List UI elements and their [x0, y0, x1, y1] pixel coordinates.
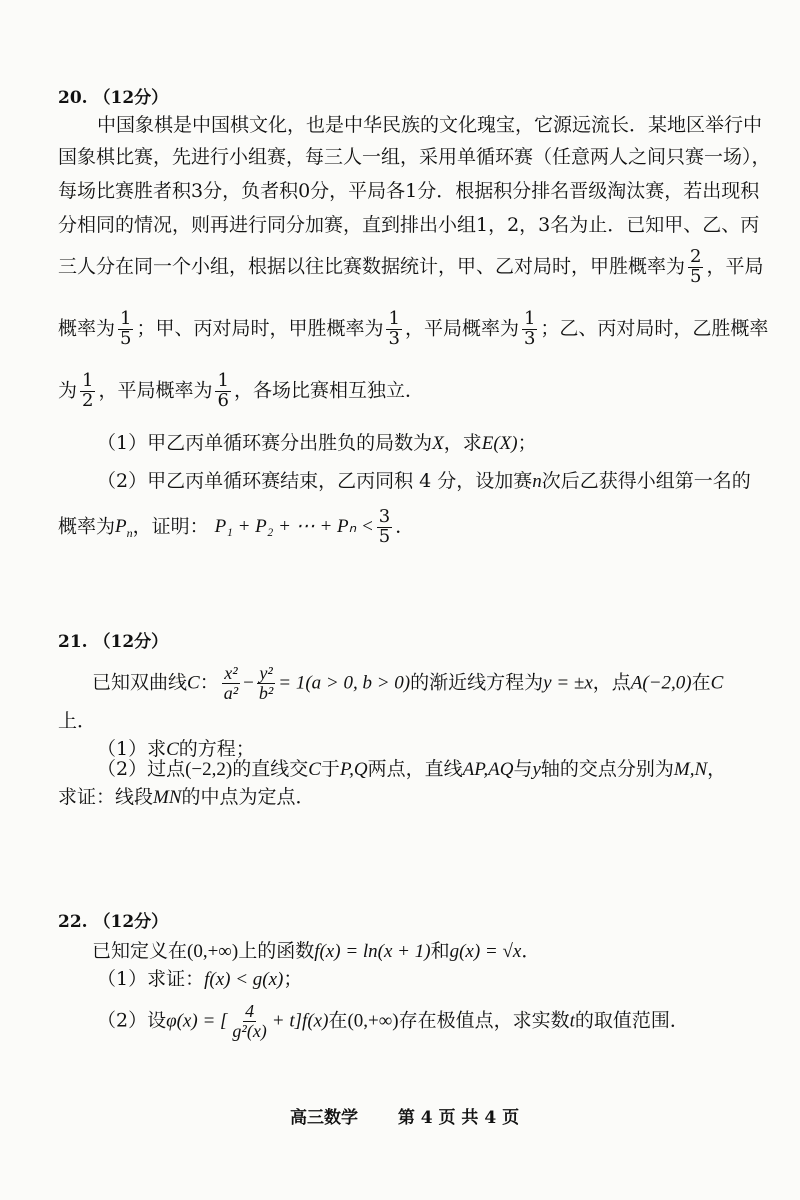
q22-line1: 已知定义在(0,+∞)上的函数f(x) = ln(x + 1)和g(x) = √x． [92, 940, 541, 962]
q21-line2: 上． [58, 710, 97, 732]
q20-line5-end: ，平局 [706, 255, 764, 278]
q21-number: 21. [58, 632, 88, 652]
q22-points: （12分） [93, 912, 169, 932]
fraction-1-5: $\frac{1}{5}$ [120, 308, 132, 349]
footer-page-number: 第 4 页 共 4 页 [397, 1108, 520, 1128]
page-footer [290, 1108, 519, 1128]
fraction-y2-b2: $\frac{\text{y²}}{\text{b²}}$ [258, 663, 274, 703]
q20-line5-text: 三人分在同一个小组，根据以往比赛数据统计，甲、乙对局时，甲胜概率为 [58, 255, 686, 278]
q20-line1: 中国象棋是中国棋文化，也是中华民族的文化瑰宝，它源远流长．某地区举行中 [97, 114, 763, 136]
q21-line1: 已知双曲线C： $\frac{\text{x²}}{\text{a²}}$ − $\frac{\text{y²}}{\text{b²}}$ = 1(a > 0, b > 0)的渐近线方程为y = ±x，点A(−2,0)在C [92, 663, 724, 703]
fraction-1-3: $\frac{1}{3}$ [388, 308, 400, 349]
q20-subquestion-1: （1）甲乙丙单循环赛分出胜负的局数为X，求E(X)； [97, 432, 537, 454]
fraction-1-3-b: $\frac{1}{3}$ [523, 308, 536, 349]
q20-line2-real: 国象棋比赛，先进行小组赛，每三人一组，采用单循环赛（任意两人之间只赛一场）， [58, 146, 771, 168]
fraction-2-5: $\frac{2}{5}$ [690, 246, 702, 287]
q20-line5 [58, 248, 763, 287]
q20-line7: 为 $\frac{1}{2}$ ，平局概率为 $\frac{1}{6}$ ，各场比赛相互独立． [58, 370, 424, 411]
q20-line4: 分相同的情况，则再进行同分加赛，直到排出小组1，2，3名为止．已知甲、乙、丙 [58, 214, 760, 236]
fraction-4-g2: $\frac{4}{\text{g²(x)}}$ [232, 1001, 267, 1041]
fraction-x2-a2: $\frac{\text{x²}}{\text{a²}}$ [223, 663, 239, 703]
q21-header [58, 632, 168, 652]
q20-line6: 概率为 $\frac{1}{5}$ ；甲、丙对局时，甲胜概率为 $\frac{1}{3}$ ，平局概率为 $\frac{1}{3}$ ；乙、丙对局时，乙胜概率 [58, 308, 769, 349]
q22-header [58, 912, 168, 932]
fraction-3-5: $\frac{3}{5}$ [378, 506, 391, 547]
q20-number: 20. [58, 88, 88, 108]
q21-points: （12分） [93, 632, 169, 652]
q21-subquestion-2-line2: 求证：线段MN的中点为定点． [58, 786, 315, 808]
q21-subquestion-1: （1）求C的方程； [97, 738, 255, 760]
q22-subquestion-2: （2）设φ(x) = [ $\frac{4}{\text{g²(x)}}$ + t]f(x)在(0,+∞)存在极值点，求实数t的取值范围． [97, 1001, 689, 1041]
sum-inequality: P₁ + P₂ + ⋯ + Pₙ < [214, 516, 374, 538]
q20-line3: 每场比赛胜者积3分，负者积0分，平局各1分．根据积分排名晋级淘汰赛，若出现积 [58, 180, 760, 202]
footer-subject: 高三数学 [290, 1108, 358, 1128]
q22-number: 22. [58, 912, 88, 932]
q20-header [58, 88, 168, 108]
fraction-1-6: $\frac{1}{6}$ [217, 370, 229, 411]
q20-subquestion-2-line2: 概率为$P_n$，证明： P₁ + P₂ + ⋯ + Pₙ < $\frac{3}{5}$ ． [58, 506, 415, 547]
q20-subquestion-2: （2）甲乙丙单循环赛结束，乙丙同积 4 分，设加赛n次后乙获得小组第一名的 [97, 470, 751, 492]
q21-subquestion-2: （2）过点(−2,2)的直线交C于P,Q两点，直线AP,AQ与y轴的交点分别为M,N， [97, 758, 727, 780]
q22-subquestion-1: （1）求证：f(x) < g(x)； [97, 968, 303, 990]
fraction-1-2: $\frac{1}{2}$ [82, 370, 94, 411]
q20-points: （12分） [93, 88, 169, 108]
